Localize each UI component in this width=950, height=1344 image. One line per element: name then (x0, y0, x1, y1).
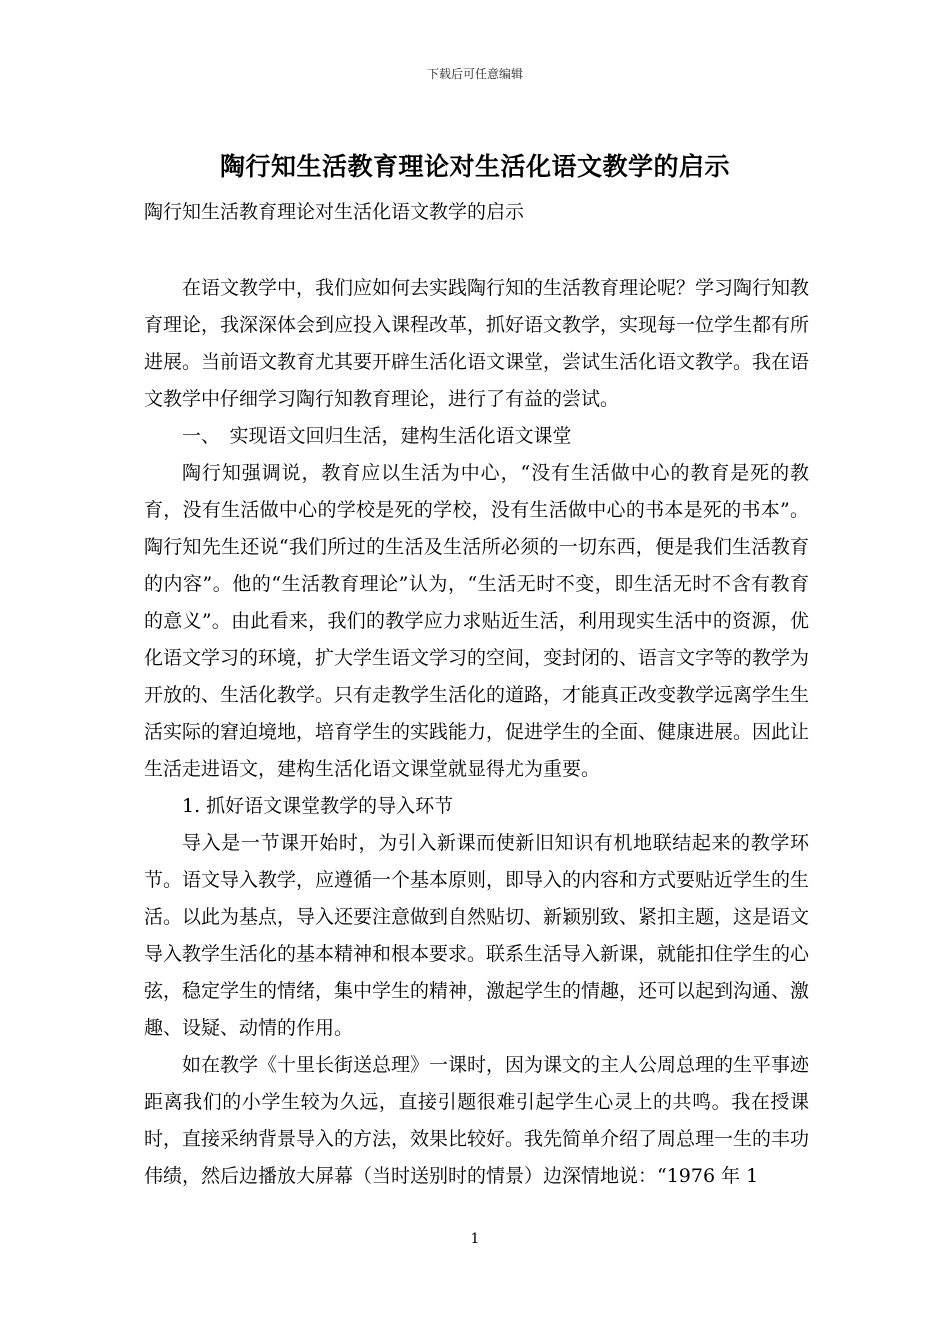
document-subtitle: 陶行知生活教育理论对生活化语文教学的启示 (144, 201, 525, 223)
document-title: 陶行知生活教育理论对生活化语文教学的启示 (219, 152, 730, 181)
page-number: 1 (470, 1231, 480, 1247)
paragraph-intro: 在语文教学中，我们应如何去实践陶行知的生活教育理论呢？学习陶行知教育理论，我深深体会到应投入课程改革，抓好语文教学，实现每一位学生都有所进展。当前语文教育尤其要开辟生活化语文课堂，尝试生活化语文教学。我在语文教学中仔细学习陶行知教育理论，进行了有益的尝试。 (144, 277, 810, 410)
subsection-heading-1: 1. 抓好语文课堂教学的导入环节 (182, 795, 454, 817)
paragraph-example: 如在教学《十里长街送总理》一课时，因为课文的主人公周总理的生平事迹距离我们的小学生较为久远，直接引题很难引起学生心灵上的共鸣。我在授课时，直接采纳背景导入的方法，效果比较好。我先简单介绍了周总理一生的丰功伟绩，然后边播放大屏幕（当时送别时的情景）边深情地说：“1976 年 1 (144, 1054, 810, 1187)
header-note: 下载后可任意编辑 (426, 67, 523, 81)
paragraph-tao-quote: 陶行知强调说，教育应以生活为中心，“没有生活做中心的教育是死的教育，没有生活做中心的学校是死的学校，没有生活做中心的书本是死的书本”。陶行知先生还说“我们所过的生活及生活所必须的一切东西，便是我们生活教育的内容”。他的“生活教育理论”认为，“生活无时不变，即生活无时不含有教育的意义”。由此看来，我们的教学应力求贴近生活，利用现实生活中的资源，优化语文学习的环境，扩大学生语文学习的空间，变封闭的、语言文字等的教学为开放的、生活化教学。只有走教学生活化的道路，才能真正改变教学远离学生生活实际的窘迫境地，培育学生的实践能力，促进学生的全面、健康进展。因此让生活走进语文，建构生活化语文课堂就显得尤为重要。 (144, 462, 810, 780)
paragraph-introduction-principle: 导入是一节课开始时，为引入新课而使新旧知识有机地联结起来的教学环节。语文导入教学，应遵循一个基本原则，即导入的内容和方式要贴近学生的生活。以此为基点，导入还要注意做到自然贴切、新颖别致、紧扣主题，这是语文导入教学生活化的基本精神和根本要求。联系生活导入新课，就能扣住学生的心弦，稳定学生的情绪，集中学生的精神，激起学生的情趣，还可以起到沟通、激趣、设疑、动情的作用。 (144, 832, 810, 1039)
document-body (144, 270, 809, 1195)
section-heading-1: 一、 实现语文回归生活，建构生活化语文课堂 (182, 425, 572, 447)
